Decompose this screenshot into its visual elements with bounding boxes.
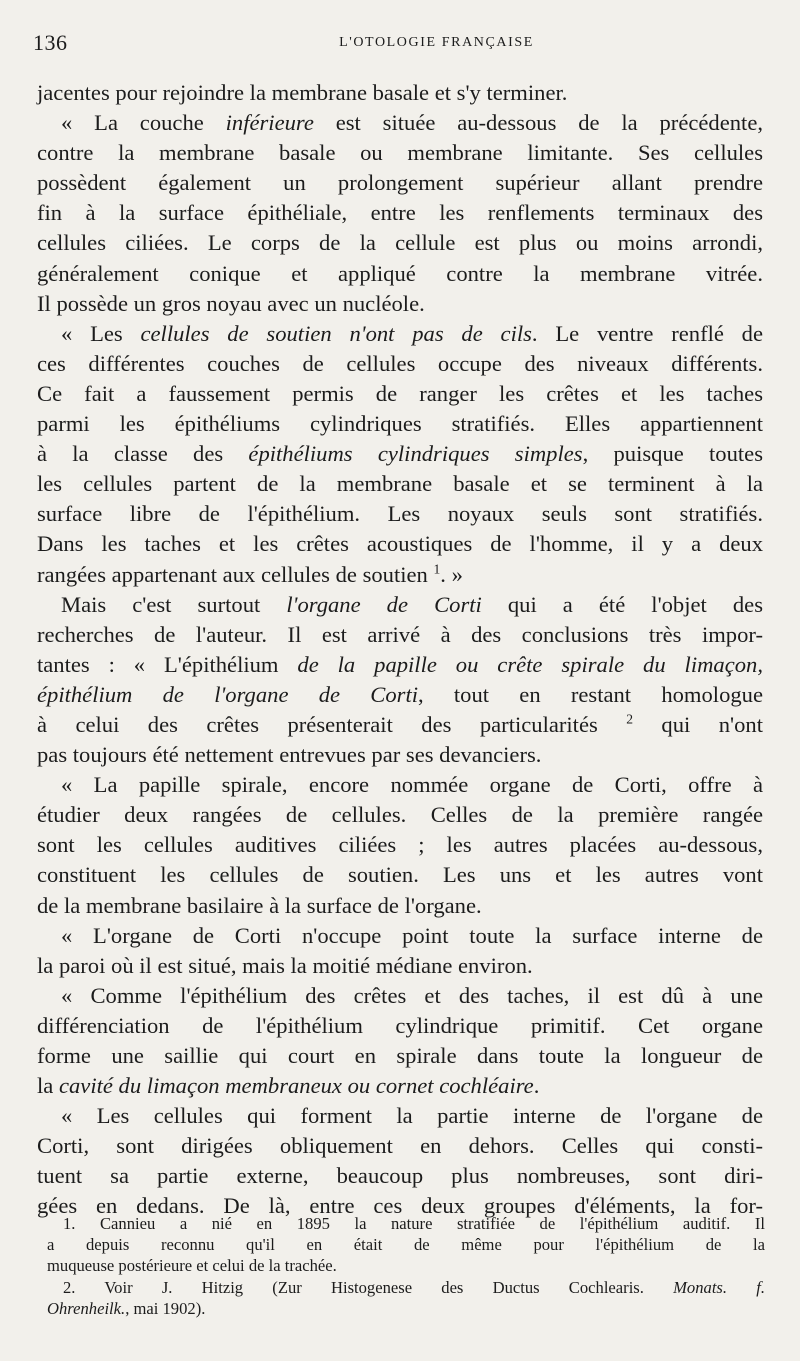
text-line	[37, 349, 763, 379]
text-run: Corti, sont dirigées obliquement en dehors. Celles qui consti-	[37, 1133, 763, 1159]
text-run: est située au-dessous de la précédente,	[313, 110, 763, 136]
text-line	[37, 921, 763, 951]
text-run: parmi les épithéliums cylindriques stratifiés. Elles appartiennent	[37, 411, 763, 437]
text-run: jacentes pour rejoindre la membrane basale et s'y terminer.	[37, 80, 568, 105]
text-line	[37, 1071, 763, 1101]
footnote-ref: 2	[626, 711, 633, 727]
body-text	[37, 78, 763, 1222]
text-line	[37, 951, 763, 981]
text-line	[37, 469, 763, 499]
text-line	[37, 1131, 763, 1161]
text-line	[37, 529, 763, 559]
text-run: 2. Voir J. Hitzig (Zur Histogenese des Ductus Cochlearis.	[63, 1277, 674, 1297]
text-run: recherches de l'auteur. Il est arrivé à des conclusions très impor-	[37, 621, 763, 647]
running-head	[33, 30, 760, 60]
text-run: à la classe des	[37, 441, 249, 467]
text-line	[37, 710, 763, 740]
footnote-line	[47, 1277, 765, 1298]
text-line	[37, 168, 763, 198]
text-run: Il possède un gros noyau avec un nucléole.	[37, 290, 425, 316]
italic-text: de la papille ou crête spirale du limaçon,	[297, 651, 763, 677]
text-run: cellules ciliées. Le corps de la cellule est plus ou moins arrondi,	[37, 230, 763, 256]
text-run: généralement conique et appliqué contre la membrane vitrée.	[37, 260, 763, 286]
footnote-line	[47, 1234, 765, 1255]
text-run: gées en dedans. De là, entre ces deux groupes d'éléments, la for-	[37, 1193, 763, 1219]
text-line	[37, 800, 763, 830]
footnote-ref: 1	[433, 560, 441, 576]
text-line	[37, 259, 763, 289]
text-run: tantes : « L'épithélium	[37, 651, 298, 677]
text-line	[37, 409, 763, 439]
italic-text: cavité du limaçon membraneux ou cornet cochléaire	[58, 1073, 534, 1099]
text-run: de la membrane basilaire à la surface de l'organe.	[37, 892, 482, 918]
text-run: forme une saillie qui court en spirale dans toute la longueur de	[37, 1043, 763, 1068]
text-run: .	[533, 1073, 540, 1099]
text-line	[37, 1161, 763, 1191]
footnote-line	[47, 1255, 765, 1276]
italic-text: l'organe de Corti	[286, 591, 482, 617]
text-run: étudier deux rangées de cellules. Celles de la première rangée	[37, 802, 763, 828]
text-run: Dans les taches et les crêtes acoustiques de l'homme, il y a deux	[37, 531, 763, 557]
footnote-line	[47, 1213, 765, 1234]
text-line	[37, 78, 763, 108]
text-line	[37, 860, 763, 890]
text-run: . »	[440, 561, 463, 587]
page-number: 136	[33, 30, 68, 55]
text-line	[37, 499, 763, 529]
text-run: muqueuse postérieure et celui de la trachée.	[47, 1256, 337, 1276]
italic-text: épithélium de l'organe de Corti	[37, 681, 418, 707]
text-run: la paroi où il est situé, mais la moitié médiane environ.	[37, 952, 533, 978]
text-run: les cellules partent de la membrane basale et se terminent à la	[37, 471, 763, 497]
text-run: ces différentes couches de cellules occupe des niveaux différents.	[37, 350, 763, 376]
italic-text: cellules de soutien n'ont pas de cils	[140, 320, 532, 346]
text-line	[37, 770, 763, 800]
text-run: possèdent également un prolongement supérieur allant prendre	[37, 170, 763, 196]
text-line	[37, 108, 763, 138]
text-run: . Le ventre renflé de	[531, 320, 764, 346]
text-line	[37, 680, 763, 710]
italic-text: épithéliums cylindriques simples	[248, 441, 583, 467]
footnote-line	[47, 1298, 765, 1319]
text-run: « L'organe de Corti n'occupe point toute la surface interne de	[61, 922, 763, 948]
text-run: Mais c'est surtout	[61, 591, 287, 617]
text-line	[37, 1041, 763, 1071]
text-run: a depuis reconnu qu'il en était de même pour l'épithélium de la	[47, 1235, 765, 1255]
text-run: sont les cellules auditives ciliées ; les autres placées au-dessous,	[37, 832, 763, 858]
text-run: qui n'ont	[633, 711, 763, 737]
text-run: pas toujours été nettement entrevues par ses devanciers.	[37, 742, 542, 768]
text-run: , tout en restant homologue	[418, 681, 763, 707]
text-run: « Les	[61, 320, 141, 346]
text-run: « La couche	[61, 110, 226, 136]
text-line	[37, 198, 763, 228]
text-run: la	[37, 1073, 59, 1099]
text-run: , puisque toutes	[582, 441, 763, 467]
text-line	[37, 560, 763, 590]
text-run: « Les cellules qui forment la partie interne de l'organe de	[61, 1103, 763, 1129]
italic-text: Monats. f.	[673, 1277, 765, 1297]
text-line	[37, 740, 763, 770]
running-title: L'OTOLOGIE FRANÇAISE	[339, 35, 534, 50]
italic-text: inférieure	[225, 110, 314, 136]
italic-text: Ohrenheilk.	[47, 1298, 126, 1318]
text-line	[37, 439, 763, 469]
text-run: rangées appartenant aux cellules de soutien	[37, 561, 434, 587]
text-line	[37, 1101, 763, 1131]
text-run: fin à la surface épithéliale, entre les renflements terminaux des	[37, 200, 763, 226]
footnotes	[47, 1213, 765, 1319]
text-line	[37, 289, 763, 319]
text-line	[37, 891, 763, 921]
text-line	[37, 620, 763, 650]
text-run: « Comme l'épithélium des crêtes et des taches, il est dû à une	[61, 982, 763, 1008]
text-run: contre la membrane basale ou membrane limitante. Ses cellules	[37, 140, 763, 166]
text-run: surface libre de l'épithélium. Les noyaux seuls sont stratifiés.	[37, 501, 763, 527]
text-run: différenciation de l'épithélium cylindrique primitif. Cet organe	[37, 1012, 763, 1038]
text-line	[37, 650, 763, 680]
text-line	[37, 590, 763, 620]
text-line	[37, 1011, 763, 1041]
text-run: Ce fait a faussement permis de ranger les crêtes et les taches	[37, 380, 763, 406]
text-line	[37, 830, 763, 860]
text-line	[37, 379, 763, 409]
text-run: constituent les cellules de soutien. Les uns et les autres vont	[37, 862, 763, 888]
text-run: qui a été l'objet des	[481, 591, 763, 617]
text-line	[37, 228, 763, 258]
text-line	[37, 981, 763, 1011]
text-run: « La papille spirale, encore nommée organe de Corti, offre à	[61, 772, 763, 798]
text-run: tuent sa partie externe, beaucoup plus nombreuses, sont diri-	[37, 1163, 763, 1189]
text-line	[37, 319, 763, 349]
text-line	[37, 138, 763, 168]
text-run: 1. Cannieu a nié en 1895 la nature stratifiée de l'épithélium auditif. Il	[63, 1214, 765, 1233]
text-run: , mai 1902).	[125, 1298, 206, 1318]
text-run: à celui des crêtes présenterait des particularités	[37, 711, 627, 737]
